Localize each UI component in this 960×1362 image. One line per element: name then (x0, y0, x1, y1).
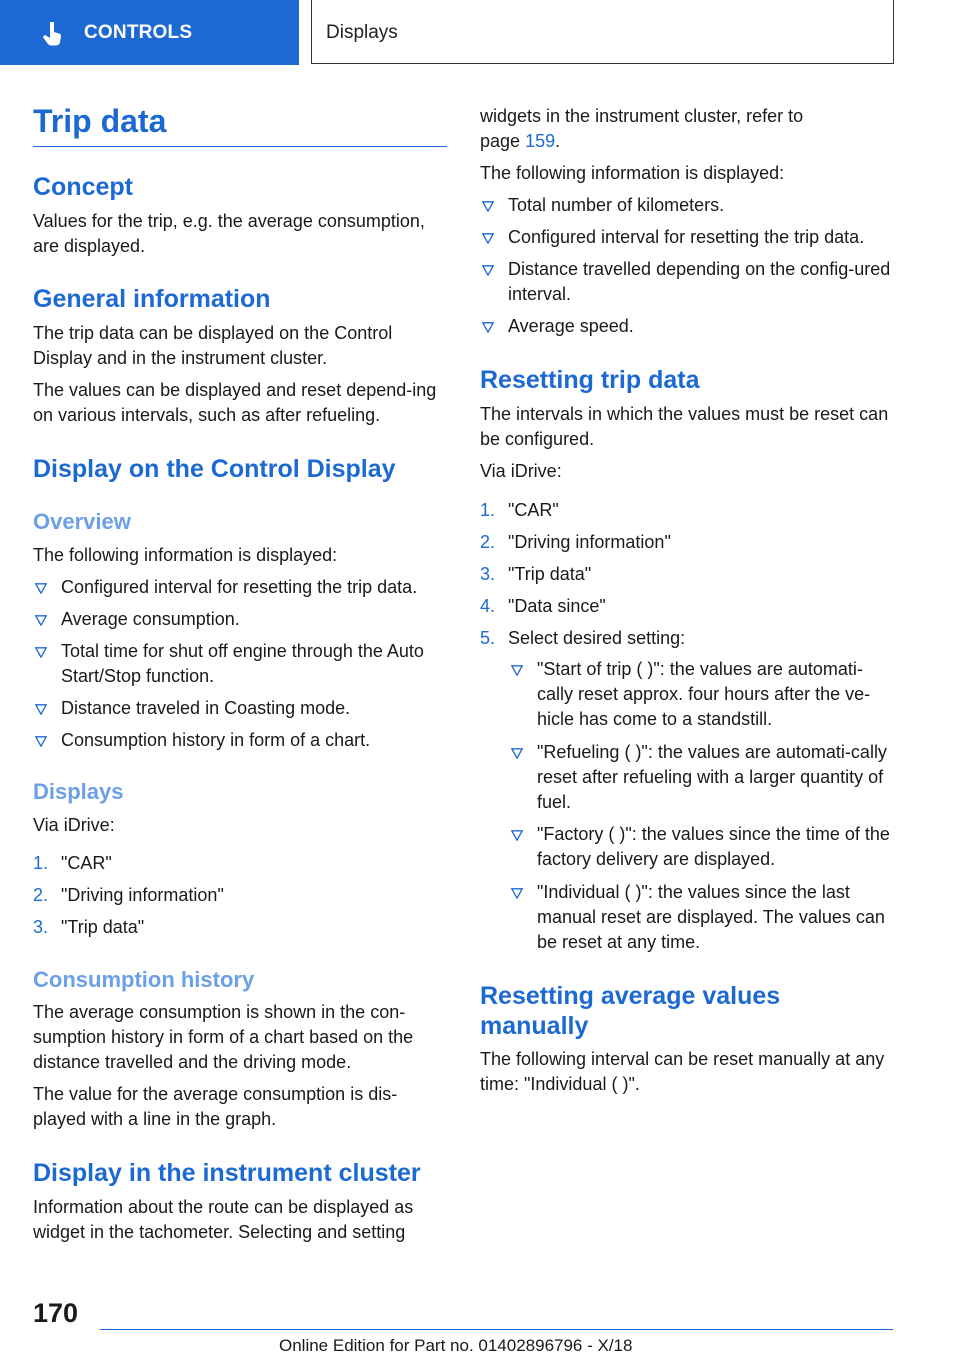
concept-text: Values for the trip, e.g. the average consumption, are displayed. (33, 211, 425, 256)
bullet-triangle-icon (511, 748, 523, 759)
section-tab (0, 0, 299, 65)
subsection-header (311, 0, 894, 64)
bullet-triangle-icon (511, 830, 523, 841)
section-label: CONTROLS (84, 21, 193, 43)
overview-heading: Overview (33, 509, 131, 534)
average-heading: Resetting average values manually (480, 982, 781, 1040)
bullet-triangle-icon (35, 583, 47, 594)
history-heading: Consumption history (33, 967, 255, 992)
displays-heading: Displays (33, 779, 124, 804)
general-text-2: The values can be displayed and reset depend-ing on various intervals, such as after refueling. (33, 380, 437, 425)
page-reference-link[interactable]: 159 (525, 131, 556, 151)
bullet-triangle-icon (511, 888, 523, 899)
continued-text: widgets in the instrument cluster, refer to page 159. (480, 106, 804, 151)
general-text-1: The trip data can be displayed on the Control Display and in the instrument cluster. (33, 323, 393, 368)
bullet-triangle-icon (511, 665, 523, 676)
concept-heading: Concept (33, 173, 133, 201)
edition-text: Online Edition for Part no. 01402896796 - X/18 (279, 1336, 633, 1355)
cluster-heading: Display in the instrument cluster (33, 1159, 421, 1187)
bullet-triangle-icon (482, 322, 494, 333)
displays-intro: Via iDrive: (33, 815, 115, 835)
average-text: The following interval can be reset manually at any time: "Individual ( )". (480, 1049, 885, 1094)
bullet-triangle-icon (482, 233, 494, 244)
footer-divider (100, 1329, 893, 1330)
history-text-1: The average consumption is shown in the con-sumption history in form of a chart based on the distance travelled and the driving mode. (33, 1002, 414, 1072)
bullet-triangle-icon (482, 201, 494, 212)
bullet-triangle-icon (35, 647, 47, 658)
reset-text: The intervals in which the values must be reset can be configured. (480, 404, 889, 449)
bullet-triangle-icon (35, 615, 47, 626)
bullet-triangle-icon (35, 704, 47, 715)
general-heading: General information (33, 285, 271, 313)
subsection-label: Displays (326, 21, 398, 43)
reset-via: Via iDrive: (480, 461, 562, 481)
page-number: 170 (33, 1298, 79, 1328)
info-intro: The following information is displayed: (480, 163, 785, 183)
page-title: Trip data (33, 103, 167, 139)
overview-intro: The following information is displayed: (33, 545, 338, 565)
bullet-triangle-icon (482, 265, 494, 276)
control-display-heading: Display on the Control Display (33, 455, 396, 483)
hand-pointer-icon (42, 22, 64, 46)
title-divider (33, 146, 447, 147)
history-text-2: The value for the average consumption is dis-played with a line in the graph. (33, 1084, 398, 1129)
cluster-text: Information about the route can be displayed as widget in the tachometer. Selecting and setting (33, 1197, 414, 1242)
bullet-triangle-icon (35, 736, 47, 747)
reset-heading: Resetting trip data (480, 366, 700, 394)
